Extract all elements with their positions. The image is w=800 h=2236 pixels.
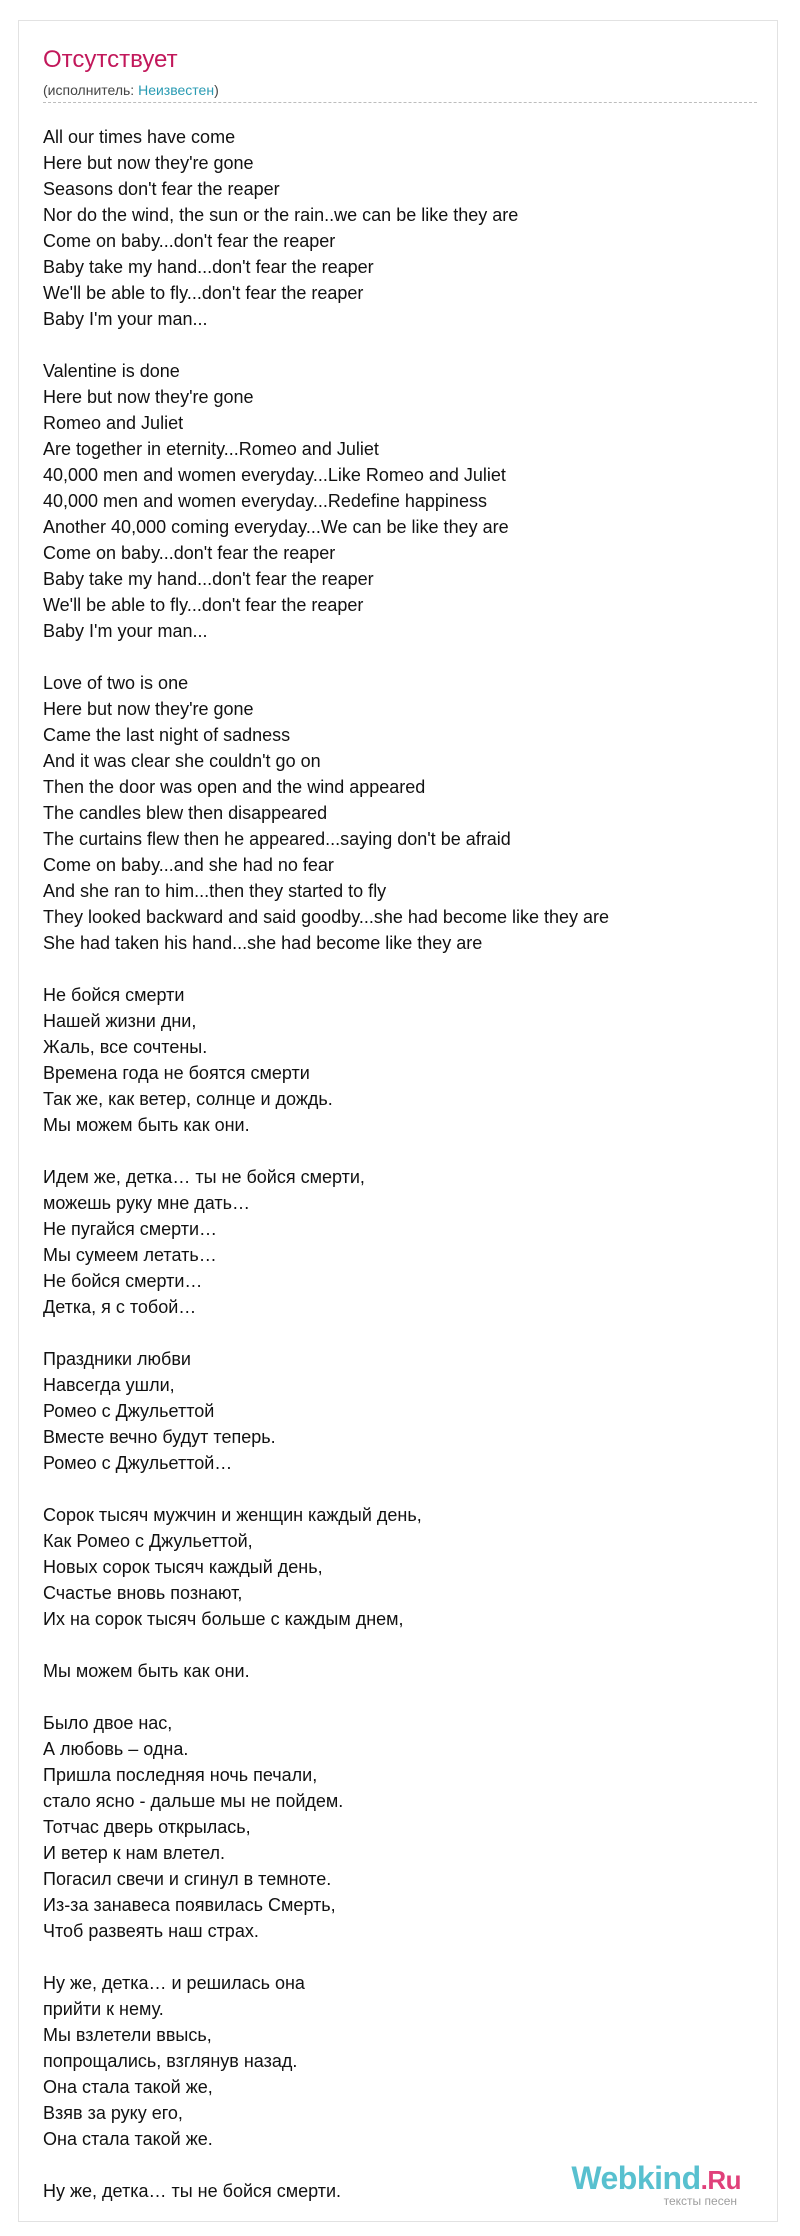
lyric-line: Nor do the wind, the sun or the rain..we can be like they are <box>43 205 519 225</box>
stanza-break <box>43 332 763 358</box>
lyric-line: Мы сумеем летать… <box>43 1245 217 1265</box>
lyric-line: Погасил свечи и сгинул в темноте. <box>43 1869 332 1889</box>
lyric-line: Времена года не боятся смерти <box>43 1063 310 1083</box>
lyric-line: попрощались, взглянув назад. <box>43 2051 298 2071</box>
lyric-line: Here but now they're gone <box>43 699 254 719</box>
stanza-break <box>43 1944 763 1970</box>
performer-suffix: ) <box>214 82 219 98</box>
lyric-line: We'll be able to fly...don't fear the reaper <box>43 595 364 615</box>
lyric-line: Новых сорок тысяч каждый день, <box>43 1557 323 1577</box>
lyric-line: And she ran to him...then they started to fly <box>43 881 387 901</box>
logo-wordmark <box>571 2161 741 2197</box>
lyric-line: The curtains flew then he appeared...saying don't be afraid <box>43 829 511 849</box>
lyric-line: And it was clear she couldn't go on <box>43 751 321 771</box>
lyric-line: Romeo and Juliet <box>43 413 184 433</box>
lyric-line: Не бойся смерти… <box>43 1271 203 1291</box>
lyric-line: Seasons don't fear the reaper <box>43 179 280 199</box>
lyric-line: Жаль, все сочтены. <box>43 1037 208 1057</box>
lyric-line: Baby I'm your man... <box>43 309 208 329</box>
logo-web: Web <box>571 2160 637 2196</box>
lyric-line: Come on baby...don't fear the reaper <box>43 543 336 563</box>
logo-tagline: тексты песен <box>663 2194 737 2208</box>
lyric-line: Не пугайся смерти… <box>43 1219 218 1239</box>
performer-link[interactable]: Неизвестен <box>138 82 215 98</box>
stanza-break <box>43 1632 763 1658</box>
stanza-break <box>43 1476 763 1502</box>
lyric-line: Love of two is one <box>43 673 189 693</box>
lyric-line: Мы можем быть как они. <box>43 1661 250 1681</box>
lyric-line: Она стала такой же. <box>43 2129 213 2149</box>
lyric-line: Сорок тысяч мужчин и женщин каждый день, <box>43 1505 422 1525</box>
lyric-line: She had taken his hand...she had become like they are <box>43 933 483 953</box>
lyric-line: Мы можем быть как они. <box>43 1115 250 1135</box>
lyric-line: Счастье вновь познают, <box>43 1583 243 1603</box>
lyric-line: We'll be able to fly...don't fear the reaper <box>43 283 364 303</box>
stanza-break <box>43 956 763 982</box>
lyric-line: Ромео с Джульеттой… <box>43 1453 233 1473</box>
lyric-line: 40,000 men and women everyday...Redefine happiness <box>43 491 487 511</box>
lyrics-card <box>18 20 778 2222</box>
lyric-line: стало ясно - дальше мы не пойдем. <box>43 1791 344 1811</box>
stanza-break <box>43 1320 763 1346</box>
stanza-break <box>43 1684 763 1710</box>
lyric-line: Не бойся смерти <box>43 985 185 1005</box>
header-divider <box>43 102 757 103</box>
lyric-line: Праздники любви <box>43 1349 191 1369</box>
lyrics-text <box>43 124 763 2204</box>
lyric-line: можешь руку мне дать… <box>43 1193 251 1213</box>
performer-prefix: (исполнитель: <box>43 82 139 98</box>
lyric-line: Нашей жизни дни, <box>43 1011 197 1031</box>
logo-kind: kind <box>636 2160 701 2196</box>
lyric-line: Baby take my hand...don't fear the reaper <box>43 257 374 277</box>
logo-ru: .Ru <box>700 2165 741 2195</box>
lyric-line: Как Ромео с Джульеттой, <box>43 1531 253 1551</box>
lyric-line: Детка, я с тобой… <box>43 1297 197 1317</box>
lyric-line: Here but now they're gone <box>43 387 254 407</box>
lyric-line: Она стала такой же, <box>43 2077 213 2097</box>
lyric-line: All our times have come <box>43 127 236 147</box>
lyric-line: Ну же, детка… ты не бойся смерти. <box>43 2181 342 2201</box>
lyric-line: Here but now they're gone <box>43 153 254 173</box>
stanza-break <box>43 644 763 670</box>
lyric-line: 40,000 men and women everyday...Like Romeo and Juliet <box>43 465 506 485</box>
lyric-line: Тотчас дверь открылась, <box>43 1817 251 1837</box>
lyric-line: Ромео с Джульеттой <box>43 1401 215 1421</box>
performer-line <box>43 81 219 99</box>
lyric-line: Было двое нас, <box>43 1713 173 1733</box>
lyric-line: Came the last night of sadness <box>43 725 291 745</box>
lyric-line: Valentine is done <box>43 361 180 381</box>
lyric-line: Baby I'm your man... <box>43 621 208 641</box>
lyric-line: И ветер к нам влетел. <box>43 1843 226 1863</box>
lyric-line: Идем же, детка… ты не бойся смерти, <box>43 1167 365 1187</box>
lyric-line: Then the door was open and the wind appeared <box>43 777 426 797</box>
lyric-line: Are together in eternity...Romeo and Juliet <box>43 439 379 459</box>
lyric-line: The candles blew then disappeared <box>43 803 328 823</box>
lyric-line: А любовь – одна. <box>43 1739 189 1759</box>
lyric-line: Пришла последняя ночь печали, <box>43 1765 318 1785</box>
lyric-line: Come on baby...don't fear the reaper <box>43 231 336 251</box>
webkind-logo[interactable] <box>571 2161 741 2207</box>
lyric-line: Чтоб развеять наш страх. <box>43 1921 259 1941</box>
lyric-line: Их на сорок тысяч больше с каждым днем, <box>43 1609 404 1629</box>
lyric-line: Вместе вечно будут теперь. <box>43 1427 276 1447</box>
stanza-break <box>43 1138 763 1164</box>
lyric-line: Мы взлетели ввысь, <box>43 2025 212 2045</box>
lyric-line: Из-за занавеса появилась Смерть, <box>43 1895 336 1915</box>
lyric-line: They looked backward and said goodby...she had become like they are <box>43 907 610 927</box>
lyric-line: Come on baby...and she had no fear <box>43 855 334 875</box>
lyric-line: Навсегда ушли, <box>43 1375 175 1395</box>
lyric-line: Так же, как ветер, солнце и дождь. <box>43 1089 333 1109</box>
lyric-line: Another 40,000 coming everyday...We can be like they are <box>43 517 509 537</box>
lyric-line: Взяв за руку его, <box>43 2103 183 2123</box>
lyric-line: прийти к нему. <box>43 1999 164 2019</box>
lyric-line: Baby take my hand...don't fear the reaper <box>43 569 374 589</box>
song-title: Отсутствует <box>43 46 178 73</box>
lyric-line: Ну же, детка… и решилась она <box>43 1973 305 1993</box>
